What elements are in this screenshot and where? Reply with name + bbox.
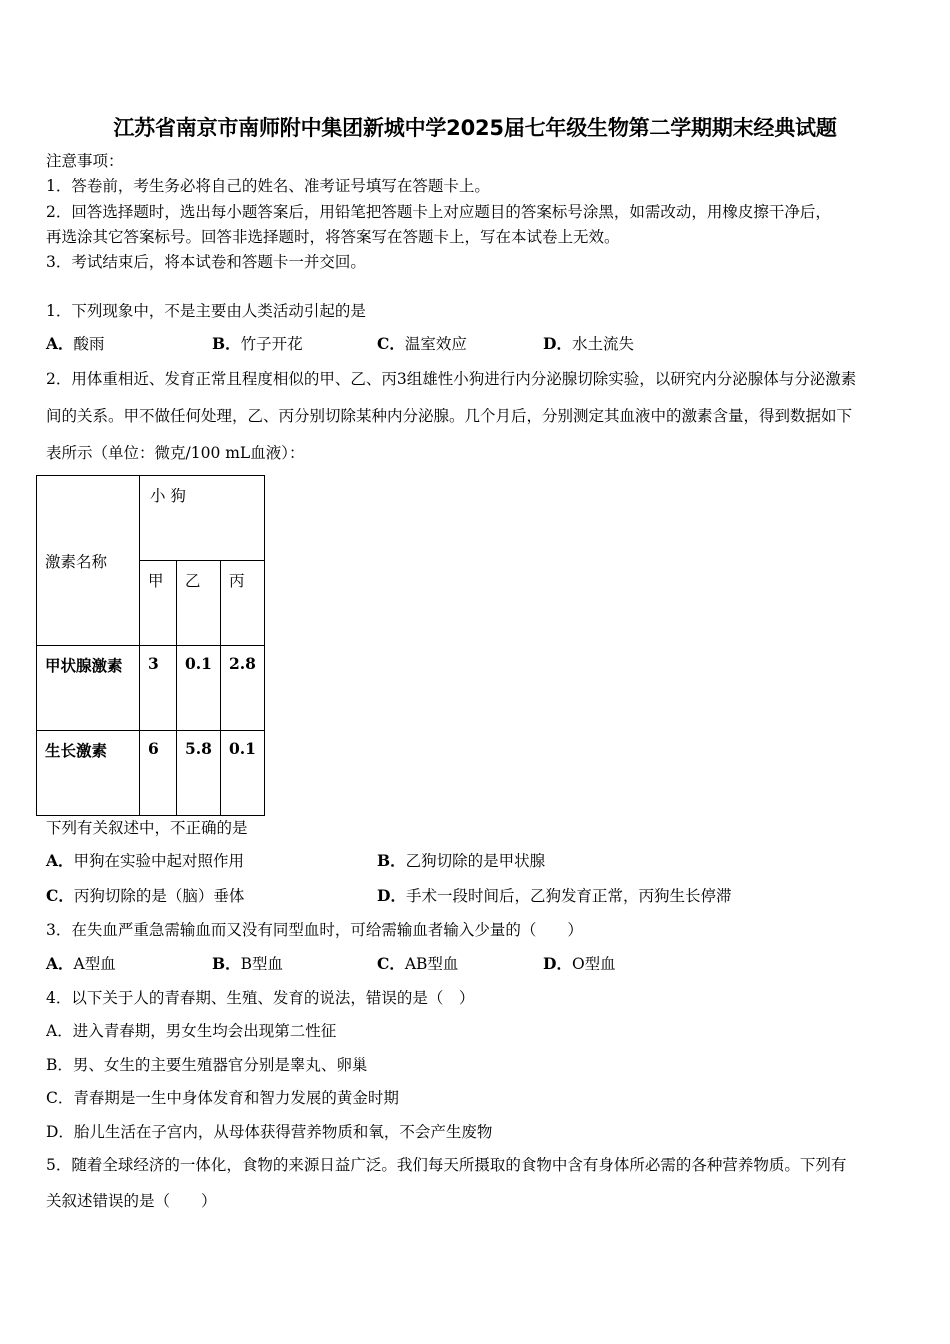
option-text: 温室效应 (404, 335, 467, 353)
page-title: 江苏省南京市南师附中集团新城中学2025届七年级生物第二学期期末经典试题 (113, 116, 837, 140)
option-text: A型血 (73, 955, 116, 973)
q5-stem-line: 关叙述错误的是（ ） (46, 1192, 217, 1210)
option-label: A． (46, 334, 74, 353)
q4-stem: 4．以下关于人的青春期、生殖、发育的说法，错误的是（ ） (46, 989, 475, 1007)
notice-item: 3．考试结束后，将本试卷和答题卡一并交回。 (46, 253, 366, 271)
q2-option-b (377, 851, 545, 871)
table-cell: 0.1 (177, 646, 221, 731)
option-text: 丙狗切除的是（脑）垂体 (73, 887, 245, 905)
table-cell: 5.8 (177, 731, 221, 816)
notice-heading: 注意事项： (46, 152, 124, 170)
option-text: 甲狗在实验中起对照作用 (73, 852, 245, 870)
option-label: D． (377, 886, 406, 905)
q3-stem: 3．在失血严重急需输血而又没有同型血时，可给需输血者输入少量的（ ） (46, 921, 583, 939)
table-cell: 生长激素 (37, 731, 140, 816)
table-row (37, 646, 265, 731)
option-text: O型血 (571, 955, 616, 973)
table-column-header: 乙 (177, 561, 221, 646)
hormone-table (36, 475, 265, 816)
table-row (37, 731, 265, 816)
q3-option-a (46, 954, 116, 974)
q2-stem-line: 间的关系。甲不做任何处理，乙、丙分别切除某种内分泌腺。几个月后，分别测定其血液中的激素含量，得到数据如下 (46, 407, 853, 425)
option-text: 水土流失 (571, 335, 634, 353)
option-text: 乙狗切除的是甲状腺 (405, 852, 546, 870)
q2-stem-line: 表所示（单位：微克/100 mL血液）： (46, 444, 305, 462)
option-label: B． (212, 334, 241, 353)
option-label: A． (46, 851, 74, 870)
q4-option: C．青春期是一生中身体发育和智力发展的黄金时期 (46, 1089, 399, 1107)
q1-option-b (212, 334, 303, 354)
notice-item: 再选涂其它答案标号。回答非选择题时，将答案写在答题卡上，写在本试卷上无效。 (46, 228, 620, 246)
q1-option-c (377, 334, 467, 354)
option-label: C． (377, 334, 405, 353)
notice-item: 2．回答选择题时，选出每小题答案后，用铅笔把答题卡上对应题目的答案标号涂黑，如需改动，用橡皮擦干净后， (46, 203, 831, 221)
q3-option-c (377, 954, 458, 974)
notice-item: 1．答卷前，考生务必将自己的姓名、准考证号填写在答题卡上。 (46, 177, 490, 195)
option-text: AB型血 (404, 955, 459, 973)
q5-stem-line: 5．随着全球经济的一体化，食物的来源日益广泛。我们每天所摄取的食物中含有身体所必需的各种营养物质。下列有 (46, 1156, 847, 1174)
table-cell: 6 (140, 731, 177, 816)
option-label: C． (377, 954, 405, 973)
table-cell: 甲状腺激素 (37, 646, 140, 731)
table-column-header: 甲 (140, 561, 177, 646)
option-label: D． (543, 334, 572, 353)
q2-option-d (377, 886, 731, 906)
option-label: C． (46, 886, 74, 905)
option-text: 手术一段时间后，乙狗发育正常，丙狗生长停滞 (405, 887, 732, 905)
option-text: B型血 (240, 955, 283, 973)
q2-question: 下列有关叙述中，不正确的是 (46, 819, 248, 837)
q1-stem: 1．下列现象中，不是主要由人类活动引起的是 (46, 302, 366, 320)
q4-option: D．胎儿生活在子宫内，从母体获得营养物质和氧，不会产生废物 (46, 1123, 493, 1141)
table-cell: 0.1 (220, 731, 264, 816)
option-label: B． (212, 954, 241, 973)
option-text: 竹子开花 (240, 335, 303, 353)
q4-option: B．男、女生的主要生殖器官分别是睾丸、卵巢 (46, 1056, 368, 1074)
q1-option-d (543, 334, 634, 354)
q4-option: A．进入青春期，男女生均会出现第二性征 (46, 1022, 337, 1040)
table-cell: 2.8 (220, 646, 264, 731)
table-group-header: 小 狗 (140, 476, 265, 561)
q1-option-a (46, 334, 105, 354)
q2-option-a (46, 851, 244, 871)
table-column-header: 丙 (220, 561, 264, 646)
table-cell: 3 (140, 646, 177, 731)
q2-option-c (46, 886, 244, 906)
table-row-header: 激素名称 (37, 476, 140, 646)
q3-option-d (543, 954, 616, 974)
q3-option-b (212, 954, 283, 974)
option-label: D． (543, 954, 572, 973)
option-text: 酸雨 (73, 335, 105, 353)
option-label: A． (46, 954, 74, 973)
option-label: B． (377, 851, 406, 870)
q2-stem-line: 2．用体重相近、发育正常且程度相似的甲、乙、丙3组雄性小狗进行内分泌腺切除实验，以研究内分泌腺体与分泌激素 (46, 370, 857, 388)
